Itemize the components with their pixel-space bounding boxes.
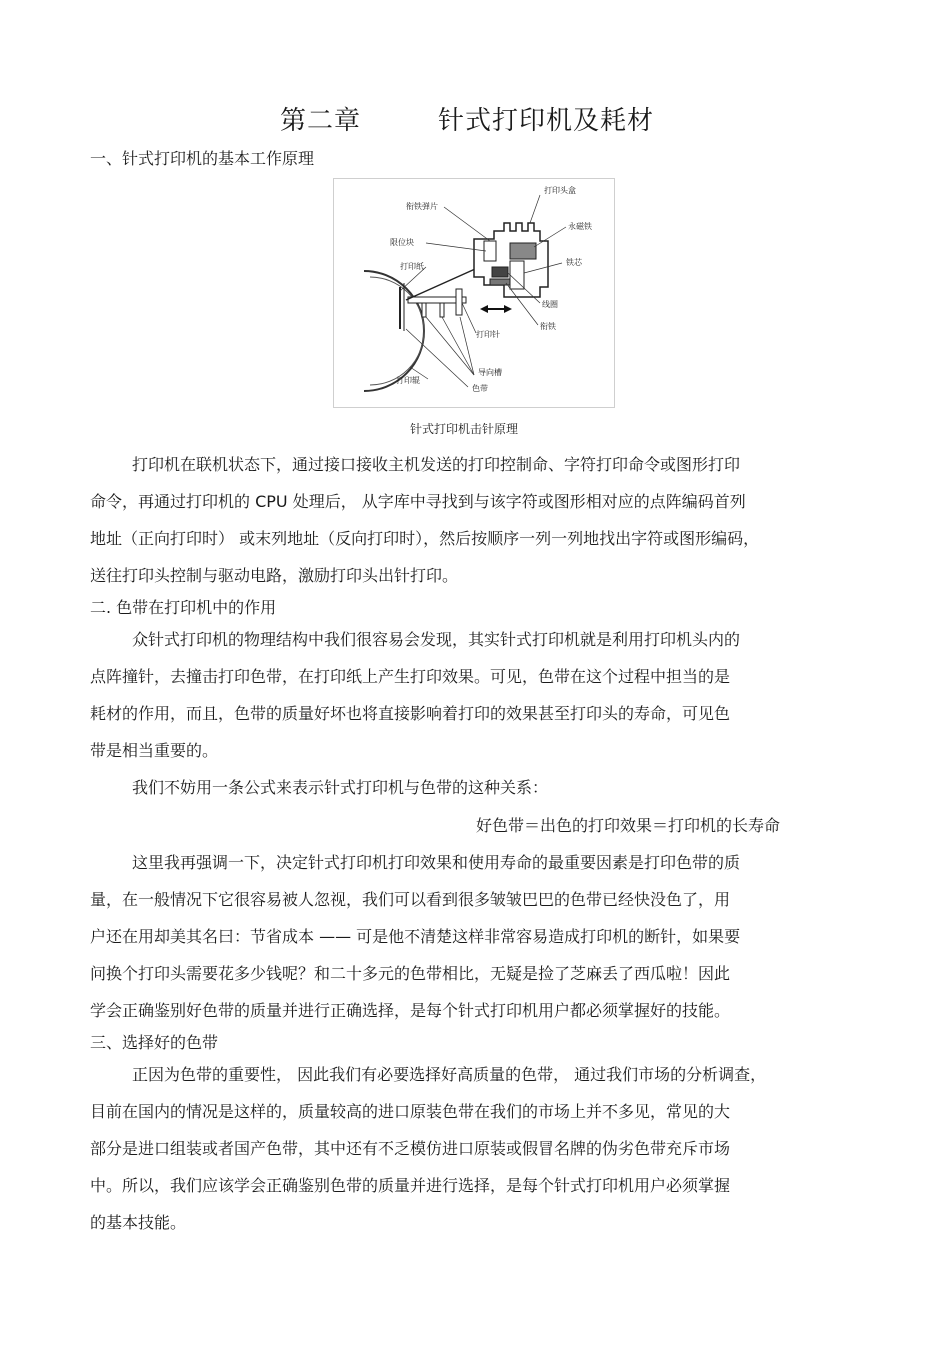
section-heading-1: 一、针式打印机的基本工作原理 [90, 149, 315, 168]
section-heading-3: 三、选择好的色带 [90, 1033, 219, 1052]
p5-line-1: 正因为色带的重要性， 因此我们有必要选择好高质量的色带， 通过我们市场的分析调查， [132, 1065, 767, 1084]
label-armature-spring: 衔铁弹片 [406, 202, 438, 211]
label-ribbon: 色带 [472, 384, 488, 393]
diagram-svg [334, 179, 614, 407]
p5-line-3: 部分是进口组装或者国产色带，其中还有不乏模仿进口原装或假冒名牌的伪劣色带充斥市场 [90, 1139, 731, 1158]
section-heading-2: 二. 色带在打印机中的作用 [90, 598, 277, 617]
chapter-topic: 针式打印机及耗材 [438, 106, 655, 136]
p4-line-2: 量，在一般情况下它很容易被人忽视，我们可以看到很多皱皱巴巴的色带已经快没色了，用 [90, 890, 731, 909]
p4-line-5: 学会正确鉴别好色带的质量并进行正确选择，是每个针式打印机用户都必须掌握好的技能。 [90, 1001, 731, 1020]
p5-line-5: 的基本技能。 [90, 1213, 187, 1232]
p1-line-4: 送往打印头控制与驱动电路，激励打印头出针打印。 [90, 566, 459, 585]
guide-post-1 [422, 303, 426, 317]
p4-line-4: 问换个打印头需要花多少钱呢？和二十多元的色带相比，无疑是捡了芝麻丢了西瓜啦！因此 [90, 964, 731, 983]
figure-caption: 针式打印机击针原理 [410, 422, 519, 436]
p4-line-3: 户还在用却美其名曰：节省成本 —— 可是他不清楚这样非常容易造成打印机的断针，如果要 [90, 927, 741, 946]
label-platen: 打印辊 [396, 376, 420, 385]
p2-line-1: 众针式打印机的物理结构中我们很容易会发现，其实针式打印机就是利用打印机头内的 [132, 630, 741, 649]
p2-line-4: 带是相当重要的。 [90, 741, 219, 760]
p2-line-3: 耗材的作用，而且，色带的质量好坏也将直接影响着打印的效果甚至打印头的寿命，可见色 [90, 704, 731, 723]
label-paper: 打印纸 [400, 262, 424, 271]
label-pin: 打印针 [476, 330, 500, 339]
label-guide: 导向槽 [478, 368, 502, 377]
label-magnet: 永磁铁 [568, 222, 592, 231]
guide-post-3 [456, 289, 462, 315]
p5-line-2: 目前在国内的情况是这样的，质量较高的进口原装色带在我们的市场上并不多见，常见的大 [90, 1102, 731, 1121]
label-head-box: 打印头盒 [544, 186, 576, 195]
chapter-title [280, 100, 700, 137]
platen-shape [364, 271, 424, 391]
label-coil: 线圈 [542, 300, 558, 309]
p1-line-3: 地址（正向打印时） 或末列地址（反向打印时），然后按顺序一列一列地找出字符或图形编码， [90, 529, 760, 548]
p2-line-2: 点阵撞针，去撞击打印色带，在打印纸上产生打印效果。可见，色带在这个过程中担当的是 [90, 667, 731, 686]
platen-inner-shape [370, 277, 424, 385]
dot-matrix-diagram [333, 178, 615, 408]
magnet-block [510, 243, 536, 259]
formula-line: 好色带＝出色的打印效果＝打印机的长寿命 [476, 816, 781, 835]
coil-block [492, 267, 508, 277]
label-core: 铁芯 [566, 258, 582, 267]
p4-line-1: 这里我再强调一下，决定针式打印机打印效果和使用寿命的最重要因素是打印色带的质 [132, 853, 741, 872]
arrow-right-head [504, 305, 512, 313]
guide-post-2 [440, 303, 444, 317]
label-armature: 衔铁 [540, 322, 556, 331]
p5-line-4: 中。所以，我们应该学会正确鉴别色带的质量并进行选择，是每个针式打印机用户必须掌握 [90, 1176, 731, 1195]
label-stopper: 限位块 [390, 238, 414, 247]
p3-line: 我们不妨用一条公式来表示针式打印机与色带的这种关系： [132, 778, 549, 797]
chapter-number: 第二章 [280, 106, 362, 136]
p1-line-1: 打印机在联机状态下，通过接口接收主机发送的打印控制命、字符打印命令或图形打印 [132, 455, 741, 474]
arrow-left-head [480, 305, 488, 313]
core-block [510, 261, 524, 289]
p1-line-2: 命令，再通过打印机的 CPU 处理后， 从字库中寻找到与该字符或图形相对应的点阵编码首列 [90, 492, 746, 511]
